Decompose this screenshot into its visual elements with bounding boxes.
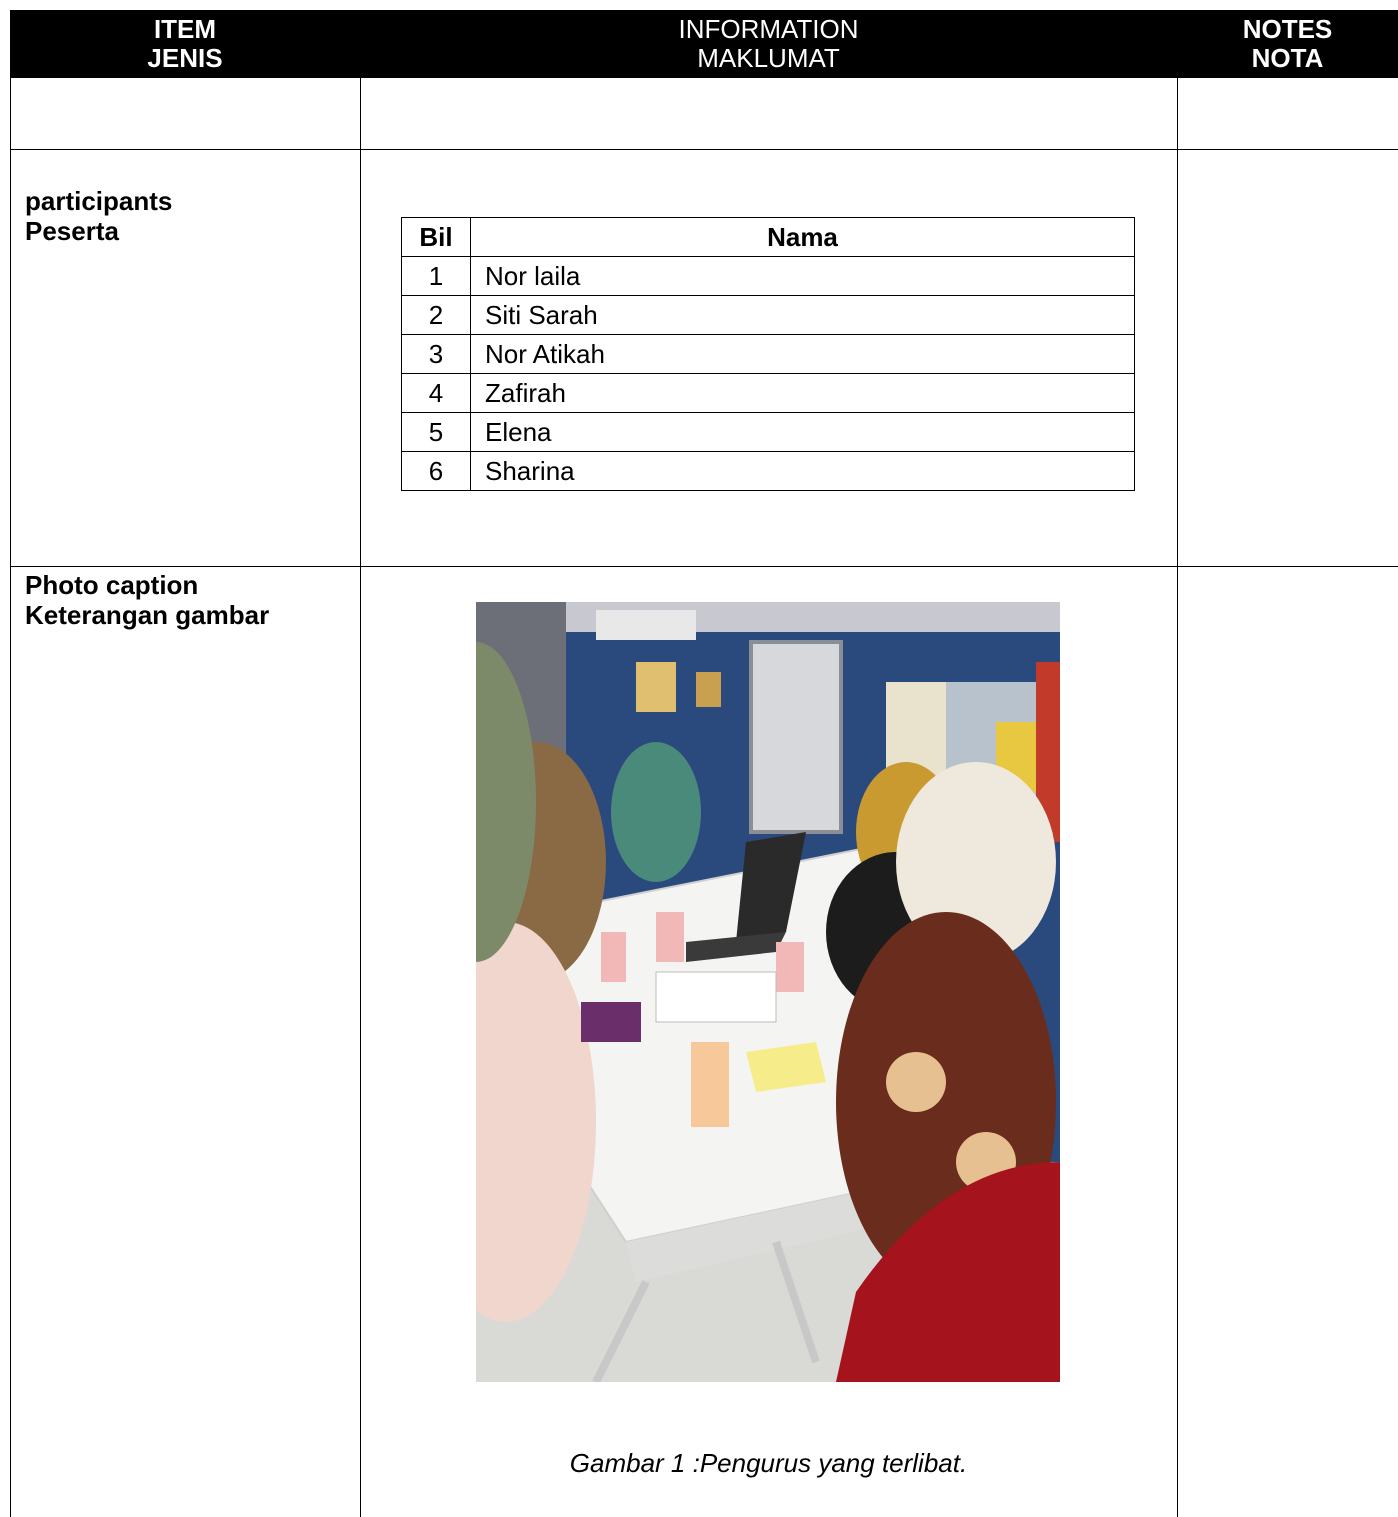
participant-name: Siti Sarah <box>471 296 1135 335</box>
header-item-ms: JENIS <box>147 43 223 73</box>
row-number: 1 <box>402 257 471 296</box>
row-number: 3 <box>402 335 471 374</box>
meeting-photo <box>476 602 1060 1382</box>
table-row <box>402 335 1135 374</box>
participant-name: Nor Atikah <box>471 335 1135 374</box>
participant-name: Sharina <box>471 452 1135 491</box>
participants-label-ms: Peserta <box>25 216 119 246</box>
header-notes-en: NOTES <box>1242 14 1333 44</box>
row-number: 5 <box>402 413 471 452</box>
header-information <box>360 10 1177 78</box>
table-row <box>402 257 1135 296</box>
participants-label <box>25 186 172 246</box>
left-border <box>10 78 11 1517</box>
row-number: 2 <box>402 296 471 335</box>
column-divider-1 <box>360 78 361 1517</box>
participant-name: Zafirah <box>471 374 1135 413</box>
header-information-ms: MAKLUMAT <box>697 43 840 73</box>
table-row <box>402 452 1135 491</box>
row-number: 6 <box>402 452 471 491</box>
header-notes <box>1177 10 1398 78</box>
table-header <box>10 10 1398 78</box>
column-header-name: Nama <box>471 218 1135 257</box>
header-information-en: INFORMATION <box>678 14 859 44</box>
row-number: 4 <box>402 374 471 413</box>
participants-table-header <box>402 218 1135 257</box>
table-row <box>402 374 1135 413</box>
participants-table <box>401 217 1135 491</box>
table-row <box>402 296 1135 335</box>
photo-caption: Gambar 1 :Pengurus yang terlibat. <box>569 1448 968 1478</box>
header-notes-ms: NOTA <box>1251 43 1324 73</box>
participant-name: Elena <box>471 413 1135 452</box>
photo-caption-label-en: Photo caption <box>25 570 199 600</box>
header-item-en: ITEM <box>153 14 217 44</box>
participants-label-en: participants <box>25 186 173 216</box>
participant-name: Nor laila <box>471 257 1135 296</box>
header-item <box>10 10 360 78</box>
row-divider-2 <box>10 566 1398 567</box>
column-header-no: Bil <box>402 218 471 257</box>
column-divider-2 <box>1177 78 1178 1517</box>
row-divider-1 <box>10 149 1398 150</box>
table-row <box>402 413 1135 452</box>
photo-caption-label <box>25 570 269 630</box>
photo-caption-label-ms: Keterangan gambar <box>25 600 270 630</box>
